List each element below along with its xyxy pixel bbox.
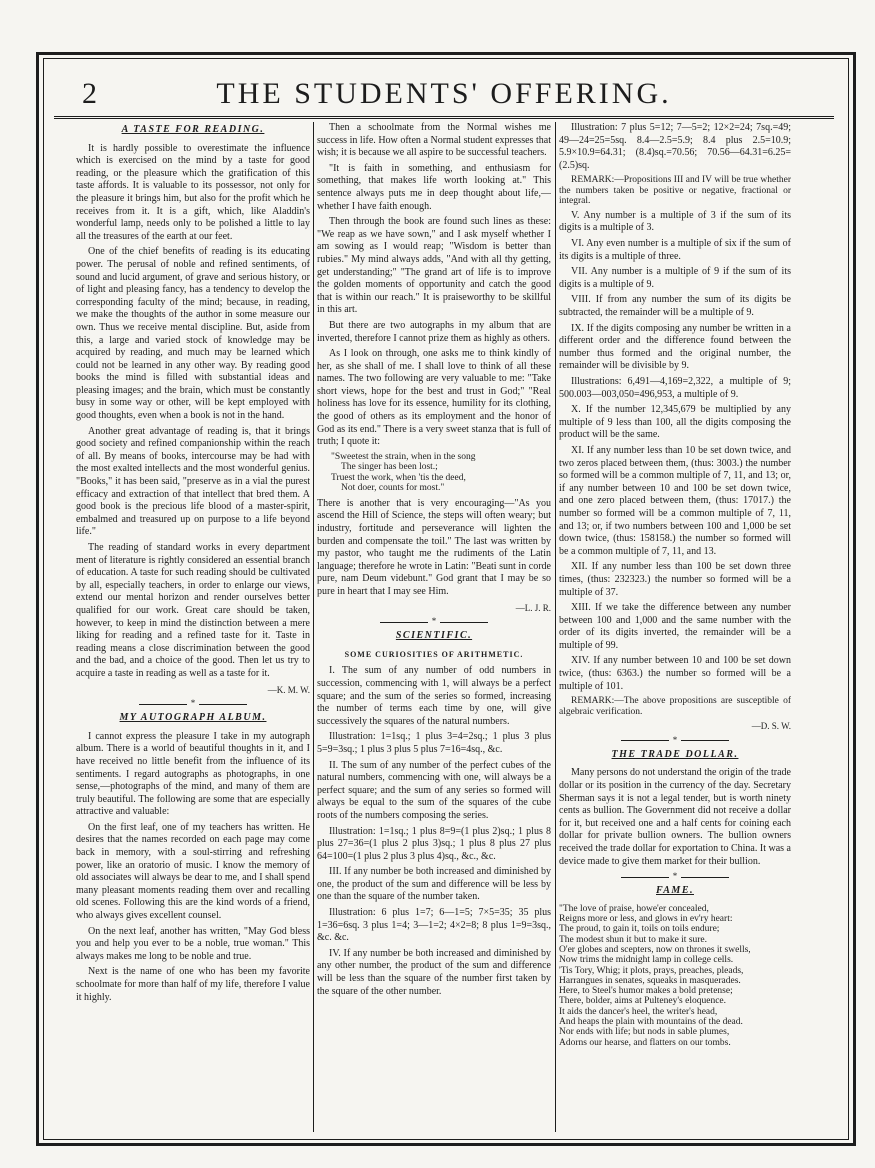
article-paragraph: XII. If any number less than 100 be set down three times, (thus: 232323.) the number so formed will be a multiple of 37. — [559, 561, 791, 598]
poem-line: 'Tis Tory, Whig; it plots, prays, preaches, pleads, — [559, 965, 744, 976]
article-paragraph: "It is faith in something, and enthusiasm for something, that makes life worth looking at." This sentence always puts me in deep thought about life,—whether I have faith enough. — [317, 162, 551, 212]
article-paragraph: IX. If the digits composing any number be written in a different order and the difference found between the number thus formed and the original number, the remainder will be divisible by 9. — [559, 322, 791, 372]
article-paragraph: II. The sum of any number of the perfect cubes of the natural numbers, commencing with one, will always be a perfect square; and the sum of any series so formed will always be equal to the sum of the squares of the cube roots of the numbers composing the series. — [317, 759, 551, 821]
separator-stars: * — [317, 616, 551, 626]
column-2 — [317, 122, 551, 1132]
poem-line: Nor ends with life; but nods in sable plumes, — [559, 1027, 730, 1038]
column-rule-2 — [555, 122, 556, 1132]
poem-line: The proud, to gain it, toils on toils endure; — [559, 924, 720, 935]
stanza-line: Truest the work, when 'tis the deed, — [331, 472, 466, 483]
article-paragraph: XIV. If any number between 10 and 100 be set down twice, (thus: 6363.) the number so formed will be a multiple of 101. — [559, 655, 791, 692]
article-paragraph: IV. If any number be both increased and diminished by any other number, the product of the sum and difference will be less than the square of the number first taken by the square of the other number. — [317, 947, 551, 997]
publication-title: THE STUDENTS' OFFERING. — [216, 77, 672, 110]
article-paragraph: Then a schoolmate from the Normal wishes me success in life. How often a Normal student expresses that wish; it is because we all aspire to be successful teachers. — [317, 122, 551, 159]
article-paragraph: VII. Any number is a multiple of 9 if the sum of its digits is a multiple of 9. — [559, 266, 791, 290]
poem-line: Now trims the midnight lamp in college cells. — [559, 955, 734, 966]
article-title-autograph-album: MY AUTOGRAPH ALBUM. — [119, 712, 267, 724]
article-paragraph: VIII. If from any number the sum of its digits be subtracted, the remainder will be a multiple of 9. — [559, 294, 791, 319]
poem-line: "The love of praise, howe'er concealed, — [559, 903, 709, 914]
article-paragraph: The reading of standard works in every department ment of literature is rightly considered an essential branch of education. A taste for such reading should be cultivated by all, especially teachers, in order to enlarge our views, extend our mental horizon and render ourselves better qualified for our work. Great care should be taken, however, to keep in mind the distinction between a mere liking for reading and a refined taste for it. Taste in reading means a close discrimination between the good and the bad, and a choice of the good. Then let us try to acquire a taste in reading as well as a taste for it. — [76, 542, 310, 679]
remark: REMARK:—The above propositions are susceptible of algebraic verification. — [559, 696, 791, 717]
poem-line: There, bolder, aims at Pulteney's eloquence. — [559, 996, 726, 1007]
article-paragraph: V. Any number is a multiple of 3 if the sum of its digits is a multiple of 3. — [559, 209, 791, 234]
article-paragraph: On the first leaf, one of my teachers has written. He desires that the names recorded on each page may come back in memory, with a soul-stirring and refreshing power, like an oratorio of music. I know the memory of old associates will always be dear to me, and I shall spend many pleasant moments reading them over and recalling old scenes. Following this are the kind words of a friend, who always gives excellent counsel. — [76, 821, 310, 922]
article-title-fame: FAME. — [656, 885, 694, 897]
poem-line: Adorns our hearse, and flatters on our tombs. — [559, 1037, 731, 1048]
article-signature: —D. S. W. — [751, 721, 791, 732]
article-signature: —L. J. R. — [515, 602, 551, 613]
separator-stars: * — [559, 735, 791, 745]
article-paragraph: It is hardly possible to overestimate the influence which is exercised on the mind by a taste for good reading, or the pleasure which the gratification of this taste affords. It is valuable to its possessor, not only for the pleasure it brings him, but also for the profit which he receives from it. It is a gift, which, like Aladdin's wonderful lamp, needs only to be polished a little to lay all the treasures of the earth at our feet. — [76, 142, 310, 242]
article-paragraph: As I look on through, one asks me to think kindly of her, as she shall of me. I shall love to think of all these names. The two following are very valuable to me: "Take short views, hope for the best and trust in God;" "Real holiness has love for its essence, humility for its clothing, the good of others as its employment and the honor of God as its end." There is a very sweet stanza that is full of truth; I quote it: — [317, 348, 551, 448]
article-title-scientific: SCIENTIFIC. — [395, 630, 473, 642]
page-number: 2 — [82, 77, 97, 110]
poem-line: Reigns more or less, and glows in ev'ry heart: — [559, 914, 733, 925]
article-signature: —K. M. W. — [267, 684, 310, 695]
stanza-line: Not doer, counts for most." — [341, 483, 445, 494]
article-title-taste-for-reading: A TASTE FOR READING. — [121, 124, 265, 135]
separator-stars: * — [559, 871, 791, 881]
article-paragraph: Illustration: 1=1sq.; 1 plus 8=9=(1 plus 2)sq.; 1 plus 8 plus 27=36=(1 plus 2 plus 3)sq.; 1 plus 8 plus 27 plus 64=100=(1 plus 2 plus 3 plus 4)sq., &c., &c. — [317, 825, 551, 862]
article-paragraph: I cannot express the pleasure I take in my autograph album. There is a world of beautiful thoughts in it, and I have received no little benefit from the influence of its sentiments. I regard autographs as photographs, in one sense,—photographs of the mind, and many of them are truly beautiful. The following are some that are especially attractive and valuable: — [76, 730, 310, 818]
poem-line: And heaps the plain with mountains of the dead. — [559, 1017, 743, 1028]
article-paragraph: On the next leaf, another has written, "May God bless you and help you ever to be a noble, true woman." This always makes me long to be noble and true. — [76, 925, 310, 962]
masthead — [54, 72, 834, 119]
article-paragraph: I. The sum of any number of odd numbers in succession, commencing with 1, will always be a perfect square; and the sum of the series so formed, increasing the number of terms each time by one, will give successively the squares of the natural numbers. — [317, 665, 551, 727]
stanza-line: The singer has been lost.; — [341, 462, 438, 473]
article-paragraph: Next is the name of one who has been my favorite schoolmate for more than half of my life, therefore I value it highly. — [76, 966, 310, 1003]
article-paragraph: X. If the number 12,345,679 be multiplied by any multiple of 9 less than 100, all the digits composing the product will be the same. — [559, 404, 791, 441]
poem-line: The modest shun it but to make it sure. — [559, 934, 708, 945]
article-paragraph: Illustration: 1=1sq.; 1 plus 3=4=2sq.; 1 plus 3 plus 5=9=3sq.; 1 plus 3 plus 5 plus 7=16=4sq., &c. — [317, 731, 551, 755]
article-subtitle: SOME CURIOSITIES OF ARITHMETIC. — [344, 649, 524, 659]
poem-line: It aids the dancer's heel, the writer's head, — [559, 1006, 718, 1017]
poem-line: O'er globes and scepters, now on thrones it swells, — [559, 944, 751, 955]
article-paragraph: Many persons do not understand the origin of the trade dollar or its position in the currency of the day. Secretary Sherman says it is not a legal tender, but is worth ninety cents as bullion. The Government did not receive a dollar for it, but received one and a half cents for coining each dollar for private bullion owners. The bullion owners received the trade dollar for exportation to China. It was a device made to give them market for their bullion. — [559, 767, 791, 867]
article-paragraph: Illustrations: 6,491—4,169=2,322, a multiple of 9; 500.003—003,050=496,953, a multiple of 9. — [559, 376, 791, 400]
remark: REMARK:—Propositions III and IV will be true whether the numbers taken be positive or negative, fractional or integral. — [559, 175, 791, 207]
article-paragraph: Another great advantage of reading is, that it brings good society and refined companionship within the reach of all. By means of books, intercourse may be had with the most exalted intellects and the most wonderful genius. "Books," it has been said, "preserve as in a vial the purest efficacy and extraction of that intellect that bred them. A good book is the precious life blood of a master-spirit, embalmed and treasured up on purpose to a life beyond life." — [76, 425, 310, 538]
separator-stars: * — [76, 698, 310, 708]
poem-fame — [559, 904, 791, 1048]
article-paragraph: One of the chief benefits of reading is its educating power. The perusal of noble and refined sentiments, of sound and lucid argument, of grave and serious history, or of light and pleasing fancy, has a tendency to develop the corresponding faculty of the mind; because, in reading, we make the thoughts of the author in some measure our own. Thus we receive mental discipline. But, aside from this, a large and varied stock of knowledge may be acquired by reading, and much may be learned which could not be learned in any other way. By reading good books the mind is filled with substantial ideas and pleasing images; and the brain, which must be constantly busy in some way or other, will be kept employed with good thoughts, even when a book is not in the hand. — [76, 246, 310, 422]
article-paragraph: Then through the book are found such lines as these: "We reap as we have sown," and I ask myself whether I am sowing as I would reap; "Wisdom is better than rubies." My mind always adds, "And with all thy getting, get understanding;" "The grand art of life is to improve the golden moments of opportunity and catch the good that is within our reach." It is praiseworthy to be skillful in this art. — [317, 216, 551, 316]
poem-line: Here, to Steel's humor makes a bold pretense; — [559, 986, 733, 997]
article-paragraph: XI. If any number less than 10 be set down twice, and two zeros placed between them, (thus: 3003.) the number so formed will be a common multiple of 7, 11, and 13; or, if any number between 10 and 100 be set down twice, and one zero placed between them, (thus: 17017.) the number so formed will be a common multiple of 7, 11, and 13; or, if two numbers between 100 and 1,000 be set down twice, (thus: 158158.) the number so formed will be a common multiple of 7, 11, and 13. — [559, 444, 791, 557]
article-paragraph: VI. Any even number is a multiple of six if the sum of its digits is a multiple of three. — [559, 238, 791, 262]
column-3 — [559, 122, 791, 1132]
article-paragraph: But there are two autographs in my album that are inverted, therefore I cannot prize them as highly as others. — [317, 319, 551, 344]
article-paragraph: There is another that is very encouraging—"As you ascend the Hill of Science, the steps will often weary; but industry, fortitude and perseverance will lighten the burden and compensate the toil." The last was written by my pastor, who taught me the rudiments of the Latin language; therefore he wrote in Latin: "Beati sunt in corde pure, nam Deum videbunt." God grant that I may be so pure in heart that I may see Him. — [317, 497, 551, 597]
poem-line: Harrangues in senates, squeaks in masquerades. — [559, 975, 741, 986]
article-title-trade-dollar: THE TRADE DOLLAR. — [611, 748, 739, 760]
article-paragraph: XIII. If we take the difference between any number between 100 and 1,000 and the same number with the order of its digits inverted, the remainder will be a multiple of 99. — [559, 602, 791, 651]
article-paragraph: Illustration: 7 plus 5=12; 7—5=2; 12×2=24; 7sq.=49; 49—24=25=5sq. 8.4—2.5=5.9; 8.4 plus 2.5=10.9; 5.9×10.9=64.31; (8.4)sq.=70.56; 70.56—64.31=6.25=(2.5)sq. — [559, 122, 791, 171]
column-1 — [76, 122, 310, 1132]
stanza-line: "Sweetest the strain, when in the song — [331, 451, 476, 462]
quoted-stanza — [331, 452, 551, 494]
column-rule-1 — [313, 122, 314, 1132]
article-paragraph: Illustration: 6 plus 1=7; 6—1=5; 7×5=35; 35 plus 1=36=6sq. 3 plus 1=4; 3—1=2; 4×2=8; 8 plus 1=9=3sq., &c. &c. — [317, 907, 551, 944]
article-paragraph: III. If any number be both increased and diminished by one, the product of the sum and difference will be less by one than the square of the number taken. — [317, 866, 551, 903]
